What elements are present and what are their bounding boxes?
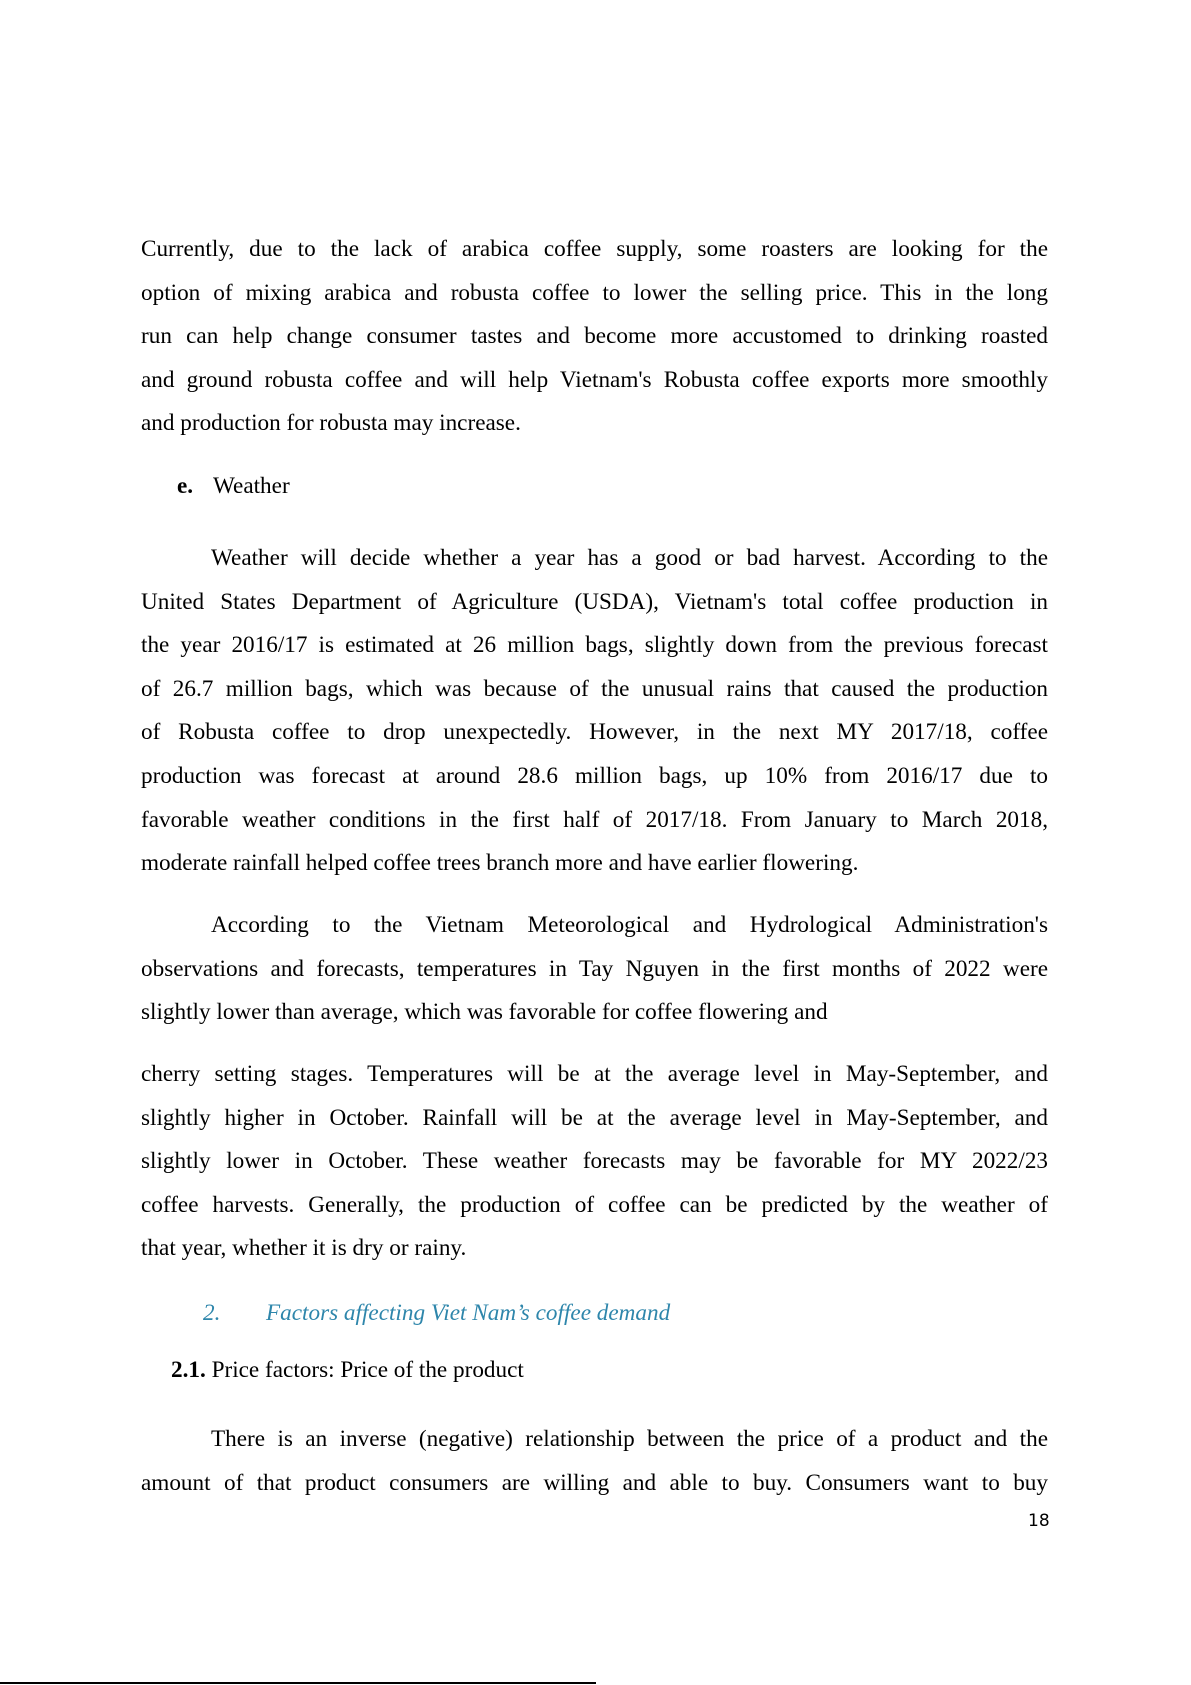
paragraph-weather-usda	[141, 537, 1048, 886]
paragraph-cherry-setting	[141, 1053, 1048, 1271]
subsection-number: 2.1.	[171, 1357, 206, 1383]
text-line: Weather will decide whether a year has a good or bad harvest. According to the	[211, 545, 1048, 571]
text-line: production was forecast at around 28.6 million bags, up 10% from 2016/17 due to	[141, 762, 1048, 789]
list-marker: e.	[177, 473, 194, 499]
text-line: run can help change consumer tastes and become more accustomed to drinking roasted	[141, 323, 1048, 350]
text-line: According to the Vietnam Meteorological and Hydrological Administration's	[211, 912, 1048, 938]
footnote-separator	[0, 1682, 596, 1684]
paragraph-inverse-relationship	[141, 1418, 1048, 1505]
paragraph-meteorological-admin	[141, 904, 1048, 1035]
text-line: amount of that product consumers are willing and able to buy. Consumers want to buy	[141, 1469, 1048, 1496]
text-line: that year, whether it is dry or rainy.	[141, 1235, 467, 1262]
section-title: Factors affecting Viet Nam’s coffee demand	[266, 1300, 671, 1326]
text-line: Currently, due to the lack of arabica coffee supply, some roasters are looking for the	[141, 236, 1048, 262]
paragraph-arabica-robusta-mixing	[141, 228, 1048, 446]
text-line: There is an inverse (negative) relationship between the price of a product and the	[211, 1426, 1048, 1452]
text-line: of 26.7 million bags, which was because of the unusual rains that caused the production	[141, 675, 1048, 702]
text-line: option of mixing arabica and robusta coffee to lower the selling price. This in the long	[141, 279, 1048, 306]
subsection-heading-price-factors	[171, 1355, 524, 1385]
heading-weather	[177, 471, 290, 501]
text-line: the year 2016/17 is estimated at 26 million bags, slightly down from the previous forecast	[141, 632, 1048, 659]
text-line: slightly lower than average, which was favorable for coffee flowering and	[141, 999, 828, 1026]
text-line: coffee harvests. Generally, the production of coffee can be predicted by the weather of	[141, 1191, 1048, 1218]
section-heading-demand-factors	[203, 1297, 670, 1329]
heading-text: Weather	[213, 473, 290, 499]
page-number: 18	[1028, 1511, 1050, 1531]
text-line: and production for robusta may increase.	[141, 410, 521, 437]
subsection-title: Price factors: Price of the product	[211, 1357, 524, 1383]
text-line: United States Department of Agriculture (USDA), Vietnam's total coffee production in	[141, 588, 1048, 615]
text-line: slightly lower in October. These weather forecasts may be favorable for MY 2022/23	[141, 1148, 1048, 1175]
text-line: cherry setting stages. Temperatures will be at the average level in May-September, and	[141, 1061, 1048, 1087]
text-line: moderate rainfall helped coffee trees branch more and have earlier flowering.	[141, 850, 859, 877]
text-line: and ground robusta coffee and will help Vietnam's Robusta coffee exports more smoothly	[141, 366, 1048, 393]
text-line: of Robusta coffee to drop unexpectedly. However, in the next MY 2017/18, coffee	[141, 719, 1048, 746]
text-line: favorable weather conditions in the first half of 2017/18. From January to March 2018,	[141, 806, 1048, 833]
section-number: 2.	[203, 1300, 221, 1326]
text-line: observations and forecasts, temperatures in Tay Nguyen in the first months of 2022 were	[141, 955, 1048, 982]
text-line: slightly higher in October. Rainfall will be at the average level in May-September, and	[141, 1104, 1048, 1131]
